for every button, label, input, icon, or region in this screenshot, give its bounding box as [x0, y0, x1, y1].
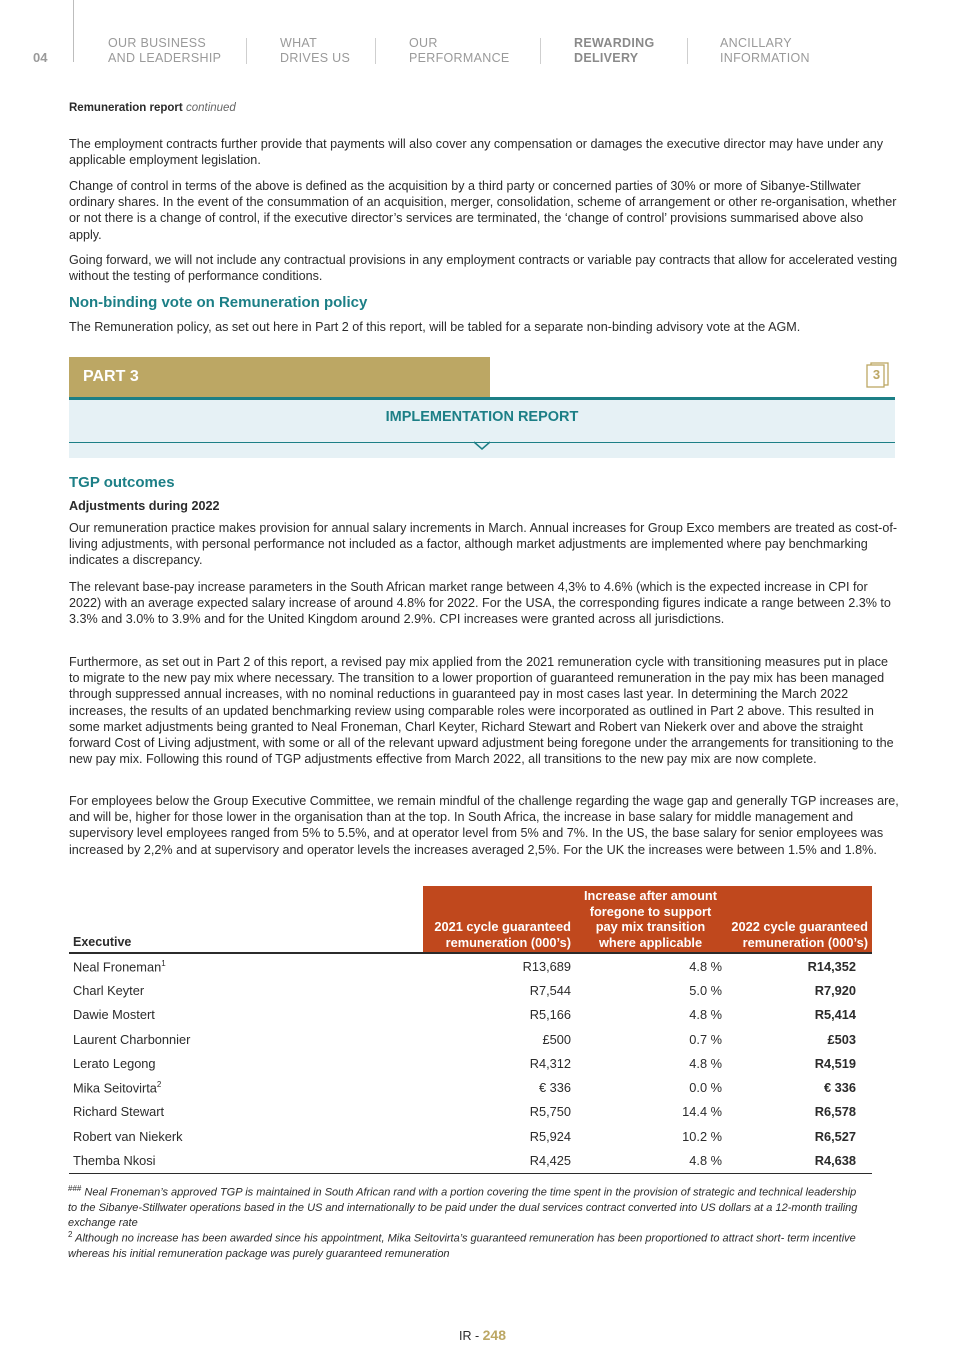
part-banner [69, 357, 490, 397]
cell-2021-cycle-text: R5,924 [529, 1128, 571, 1144]
cell-2022-cycle [726, 1075, 872, 1099]
cell-increase [575, 1124, 726, 1148]
nav-label-line1: WHAT [280, 36, 318, 50]
section-label-title: Remuneration report [69, 102, 183, 114]
cell-executive-text: Robert van Niekerk [73, 1128, 183, 1144]
table-row [69, 978, 872, 1002]
section-label-continued: continued [185, 102, 236, 114]
cell-executive [69, 1003, 423, 1027]
cell-executive-text: Themba Nkosi [73, 1153, 156, 1169]
table-row [69, 1100, 872, 1124]
part-badge-icon [866, 362, 890, 388]
cell-executive-text: Mika Seitovirta [73, 1080, 157, 1096]
table-row [69, 1027, 872, 1051]
footnote-text: Neal Froneman’s approved TGP is maintained in South African rand with a portion covering the time spent in the provision of strategic and technical leadership to the Sibanye-Stillwater operations based in the US and internationally to be paid under the dual services contract converted into US dollars at a 12-month trailing exchange rate [68, 1186, 858, 1229]
implementation-banner [69, 400, 895, 458]
cell-2021-cycle [423, 1027, 575, 1051]
cell-increase [575, 1003, 726, 1027]
nav-label-line2: DRIVES US [280, 51, 351, 65]
cell-2021-cycle [423, 1075, 575, 1099]
cell-executive-text: Lerato Legong [73, 1055, 156, 1071]
footnote-1 [68, 1181, 868, 1231]
cell-2022-cycle-text: R7,920 [814, 982, 856, 998]
tgp-heading: TGP outcomes [69, 474, 175, 491]
cell-2021-cycle-text: R13,689 [522, 958, 571, 974]
part-badge-number: 3 [872, 367, 881, 382]
cell-increase-text: 10.2 % [682, 1128, 722, 1144]
header-increase: Increase after amount foregone to support pay mix transition where applicable [575, 886, 726, 953]
cell-executive-text: Dawie Mostert [73, 1007, 155, 1023]
cell-executive [69, 1124, 423, 1148]
cell-2022-cycle [726, 1051, 872, 1075]
cell-2022-cycle-text: £503 [827, 1031, 856, 1047]
nav-separator [687, 38, 688, 64]
cell-2021-cycle [423, 1003, 575, 1027]
table-row [69, 1003, 872, 1027]
nav-separator [540, 38, 541, 64]
cell-2022-cycle-text: R4,638 [814, 1153, 856, 1169]
nav-label-line1: OUR BUSINESS [108, 36, 207, 50]
paragraph: For employees below the Group Executive Committee, we remain mindful of the challenge regarding the wage gap and generally TGP increases are, and will be, higher for those lower in the organisation than at the top. In South Africa, the increase in base salary for middle management and supervisory level employees ranged from 5% to 5.5%, and at operator level from 5% and 7%. In the US, the base salary for senior employees was increased by 2,2% and at supervisory and operator levels the increases averaged 2,5%. For the UK the increases were between 1.5% and 1.8%. [69, 794, 899, 857]
table-row [69, 1051, 872, 1075]
nav-rewarding-delivery[interactable] [574, 36, 654, 66]
cell-2022-cycle [726, 978, 872, 1002]
nav-label-line2: PERFORMANCE [409, 51, 510, 65]
cell-2021-cycle-text: R7,544 [529, 982, 571, 998]
cell-2021-cycle [423, 1148, 575, 1173]
header-executive: Executive [73, 934, 132, 949]
cell-2022-cycle-text: R6,578 [814, 1104, 856, 1120]
cell-2022-cycle-text: R4,519 [814, 1055, 856, 1071]
nav-label-line1: OUR [409, 36, 438, 50]
footnote-ref: 1 [161, 958, 166, 968]
cell-2021-cycle [423, 953, 575, 978]
paragraph: Furthermore, as set out in Part 2 of this report, a revised pay mix applied from the 2021 remuneration cycle with transitioning measures put in place to migrate to the new pay mix where necessary. The transition to a lower proportion of guaranteed remuneration in the pay mix has been managed through suppressed annual increases, with no nominal reductions in guaranteed pay in most cases last year. In determining the March 2022 increases, the results of an updated benchmarking review using comparable roles were incorporated as outlined in Part 2 above. This resulted in some market adjustments being granted to Neal Froneman, Charl Keyter, Richard Stewart and Robert van Niekerk over and above the straight forward Cost of Living adjustment, with some or all of the relevant upward adjustment being foregone under the arrangements for transitioning to the new pay mix. Following this round of TGP adjustments effective from March 2022, all transitions to the new pay mix are now complete. [69, 655, 894, 767]
table-row [69, 953, 872, 978]
cell-increase [575, 1148, 726, 1173]
cell-executive [69, 1148, 423, 1173]
cell-executive-text: Charl Keyter [73, 982, 145, 998]
footnote-marker: 2 [68, 1230, 73, 1239]
page-footer [0, 1327, 965, 1343]
cell-executive-text: Laurent Charbonnier [73, 1031, 191, 1047]
footnote-ref: 2 [156, 1080, 162, 1089]
header-2022-cycle: 2022 cycle guaranteed remuneration (000’s) [726, 886, 872, 953]
cell-2022-cycle [726, 1148, 872, 1173]
table-header-row [69, 886, 872, 953]
cell-executive-text: Richard Stewart [73, 1104, 165, 1120]
footnote-text: Although no increase has been awarded since his appointment, Mika Seitovirta’s guaranteed remuneration has been proportioned to attract short- term incentive whereas his initial remuneration package was purely guaranteed remuneration [68, 1232, 856, 1260]
cell-increase [575, 1100, 726, 1124]
cell-2021-cycle [423, 1124, 575, 1148]
paragraph: Going forward, we will not include any contractual provisions in any employment contracts or variable pay contracts that allow for accelerated vesting without the testing of performance conditions. [69, 253, 898, 284]
header-2021-cycle: 2021 cycle guaranteed remuneration (000’s) [423, 886, 575, 953]
nav-our-business[interactable] [108, 36, 221, 66]
cell-increase [575, 1027, 726, 1051]
nav-divider [73, 0, 74, 62]
nav-label-line2: DELIVERY [574, 51, 639, 65]
cell-2022-cycle-text: € 336 [823, 1080, 856, 1096]
cell-2022-cycle-text: R14,352 [807, 958, 856, 974]
nav-label-line1: ANCILLARY [720, 36, 792, 50]
cell-2021-cycle-text: R5,166 [529, 1007, 571, 1023]
cell-increase [575, 1051, 726, 1075]
chapter-number: 04 [33, 50, 48, 65]
cell-executive [69, 1100, 423, 1124]
cell-2022-cycle [726, 1027, 872, 1051]
vote-heading: Non-binding vote on Remuneration policy [69, 294, 368, 311]
cell-2021-cycle-text: € 336 [538, 1080, 571, 1096]
table-row [69, 1124, 872, 1148]
cell-2021-cycle [423, 978, 575, 1002]
cell-2022-cycle [726, 1003, 872, 1027]
cell-executive [69, 978, 423, 1002]
cell-2021-cycle [423, 1100, 575, 1124]
cell-increase [575, 978, 726, 1002]
nav-label-line2: AND LEADERSHIP [108, 51, 222, 65]
paragraph: The employment contracts further provide that payments will also cover any compensation or damages the executive director may have under any applicable employment legislation. [69, 137, 884, 168]
cell-increase-text: 14.4 % [682, 1104, 722, 1120]
footnote-2 [68, 1227, 868, 1262]
remuneration-table [69, 886, 872, 1174]
vote-text: The Remuneration policy, as set out here in Part 2 of this report, will be tabled for a separate non-binding advisory vote at the AGM. [69, 320, 801, 334]
part-label: PART 3 [83, 368, 139, 385]
paragraph: Our remuneration practice makes provision for annual salary increments in March. Annual increases for Group Exco members are treated as cost-of-living adjustments, with personal performance not included as a factor, although market adjustments are implemented where pay benchmarking indicates a discrepancy. [69, 521, 898, 568]
cell-2021-cycle-text: R4,312 [529, 1055, 571, 1071]
cell-increase-text: 4.8 % [689, 1055, 722, 1071]
table-row [69, 1075, 872, 1099]
nav-label-line1: REWARDING [574, 36, 655, 50]
cell-executive [69, 953, 423, 978]
cell-increase-text: 4.8 % [689, 1153, 722, 1169]
cell-executive [69, 1075, 423, 1099]
chevron-down-icon [472, 440, 492, 452]
cell-2021-cycle [423, 1051, 575, 1075]
cell-increase-text: 5.0 % [689, 982, 722, 998]
cell-increase-text: 4.8 % [689, 958, 722, 974]
nav-label-line2: INFORMATION [720, 51, 810, 65]
page-number: 248 [482, 1327, 506, 1343]
cell-executive [69, 1027, 423, 1051]
cell-2022-cycle-text: R6,527 [814, 1128, 856, 1144]
cell-increase-text: 0.0 % [689, 1080, 722, 1096]
implementation-title: IMPLEMENTATION REPORT [385, 409, 579, 425]
table-row [69, 1148, 872, 1173]
cell-executive [69, 1051, 423, 1075]
cell-2022-cycle [726, 1124, 872, 1148]
cell-2021-cycle-text: £500 [542, 1031, 571, 1047]
cell-2022-cycle [726, 1100, 872, 1124]
cell-increase-text: 0.7 % [689, 1031, 722, 1047]
cell-2022-cycle [726, 953, 872, 978]
cell-executive-text: Neal Froneman [73, 958, 162, 974]
cell-2021-cycle-text: R5,750 [529, 1104, 571, 1120]
cell-increase [575, 953, 726, 978]
nav-separator [246, 38, 247, 64]
paragraph: The relevant base-pay increase parameters in the South African market range between 4,3% to 4.6% (which is the expected increase in CPI for 2022) with an average expected salary increase of around 4.8% for 2022. For the USA, the corresponding figures indicate a range between 2.3% to 3.3% and 3.0% to 3.9% and for the United Kingdom around 2.9%. CPI increases were granted across all jurisdictions. [69, 580, 891, 627]
cell-increase-text: 4.8 % [689, 1007, 722, 1023]
cell-2022-cycle-text: R5,414 [814, 1007, 856, 1023]
tgp-subheading: Adjustments during 2022 [69, 499, 220, 513]
section-label [69, 102, 236, 114]
cell-2021-cycle-text: R4,425 [529, 1153, 571, 1169]
paragraph: Change of control in terms of the above is defined as the acquisition by a third party or concerned parties of 30% or more of Sibanye-Stillwater ordinary shares. In the event of the consummation of an acquisition, merger, consolidation, scheme of arrangement or other re-organisation, whether or not there is a change of control, if the executive director’s services are terminated, the ‘change of control’ provisions summarised above also apply. [69, 179, 897, 242]
footnote-marker: ### [68, 1184, 82, 1193]
nav-our-performance[interactable] [409, 36, 510, 66]
nav-separator [375, 38, 376, 64]
cell-increase [575, 1075, 726, 1099]
footer-prefix: IR - [459, 1329, 483, 1343]
nav-ancillary-information[interactable] [720, 36, 810, 66]
nav-what-drives-us[interactable] [280, 36, 350, 66]
